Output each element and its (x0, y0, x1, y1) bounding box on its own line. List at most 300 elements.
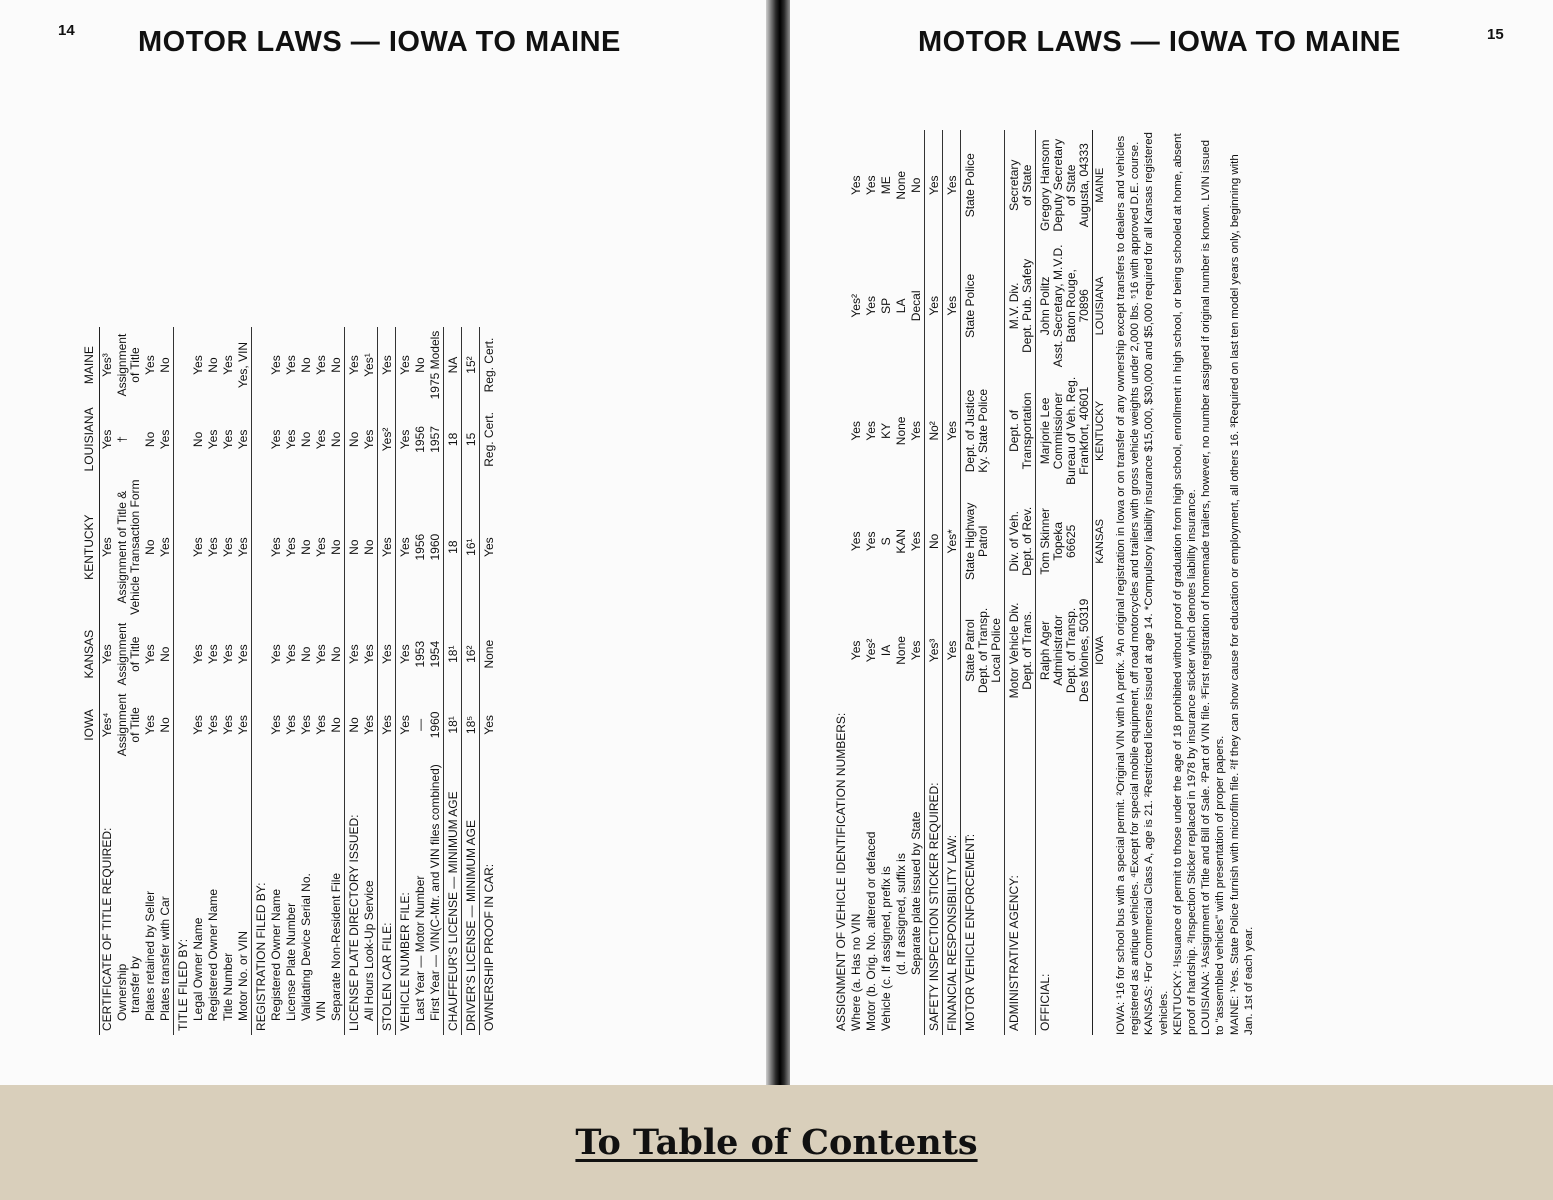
row-label (428, 760, 444, 1035)
table-cell (252, 619, 270, 690)
table-cell (329, 327, 345, 404)
column-header-state: MAINE (82, 327, 100, 404)
cell-line: None (482, 639, 496, 669)
table-cell (894, 371, 909, 490)
table-cell (943, 371, 961, 490)
table-cell (879, 240, 894, 371)
table-row (834, 130, 849, 1035)
table-row (236, 327, 252, 1035)
table-cell (1036, 371, 1093, 490)
right-page (790, 0, 1553, 1085)
cell-line: No (206, 357, 220, 373)
running-head-right: MOTOR LAWS — IOWA TO MAINE (918, 26, 1401, 58)
table-cell (143, 475, 158, 618)
cell-line: Yes (945, 296, 959, 316)
column-footer-state: KANSAS (1093, 491, 1109, 593)
cell-line: Yes (347, 644, 361, 664)
table-cell (943, 491, 961, 593)
cell-line: None (894, 636, 908, 665)
cell-line: No (909, 177, 923, 193)
table-cell (834, 491, 849, 593)
cell-line: Yes (398, 355, 412, 375)
cell-line: 1975 Models (428, 330, 442, 400)
table-cell (299, 475, 314, 618)
table-cell (444, 403, 462, 475)
row-label-line: CHAUFFEUR'S LICENSE — MINIMUM AGE (446, 791, 460, 1031)
table-cell (191, 475, 206, 618)
cell-line: Yes (398, 429, 412, 450)
cell-line: Dept. Pub. Safety (1020, 258, 1034, 353)
row-label-line: Last Year — Motor Number (413, 875, 427, 1021)
row-label (396, 760, 414, 1035)
table-cell (428, 327, 444, 404)
cell-line: Yes (221, 355, 235, 375)
cell-line: Motor Vehicle Div. (1007, 602, 1021, 699)
cell-line: Bureau of Veh. Reg. (1064, 376, 1078, 485)
row-label (879, 709, 894, 1035)
cell-line: 16¹ (464, 538, 478, 556)
cell-line: 18⁵ (464, 715, 478, 735)
cell-line: Dept. of Transp. (976, 607, 990, 694)
footnotes (1114, 130, 1256, 1035)
table-cell (206, 475, 221, 618)
cell-line: Yes (284, 355, 298, 375)
table-row (462, 327, 480, 1035)
cell-line: of Title (128, 347, 142, 383)
cell-line: 1960 (428, 533, 442, 561)
cell-line: Yes, VIN (236, 341, 250, 389)
table-cell (1036, 491, 1093, 593)
row-label (158, 760, 174, 1035)
table-cell (378, 619, 396, 690)
row-label (236, 760, 252, 1035)
cell-line: Yes (299, 715, 313, 735)
cell-line: Yes (909, 640, 923, 661)
cell-line: 18¹ (446, 645, 460, 663)
cell-line: Yes (398, 715, 412, 735)
cell-line: Transportation (1020, 392, 1034, 470)
table-cell (252, 690, 270, 761)
table-cell (428, 475, 444, 618)
table-cell (849, 371, 864, 490)
table-cell (345, 327, 363, 404)
table-cell (345, 619, 363, 690)
table-cell (299, 690, 314, 761)
table-cell (1036, 130, 1093, 240)
table-cell (864, 130, 879, 240)
cell-line: 66625 (1064, 524, 1078, 559)
cell-line: Yes* (945, 529, 959, 554)
table-cell (378, 327, 396, 404)
cell-line: — (413, 718, 427, 731)
table-row (378, 327, 396, 1035)
cell-line: Yes (864, 421, 878, 441)
cell-line: Marjorie Lee (1038, 397, 1052, 465)
table-cell (396, 403, 414, 475)
table-cell (284, 327, 299, 404)
cell-line: NA (446, 356, 460, 374)
table-row (299, 327, 314, 1035)
table-row (191, 327, 206, 1035)
running-head-left: MOTOR LAWS — IOWA TO MAINE (138, 26, 621, 58)
table-cell (236, 690, 252, 761)
cell-line: Yes (221, 537, 235, 557)
cell-line: Yes (380, 644, 394, 664)
table-row (879, 130, 894, 1035)
right-content-rotated (834, 130, 1256, 1035)
cell-line: No (413, 357, 427, 373)
row-label (174, 760, 192, 1035)
cell-line: Dept. of Trans. (1020, 611, 1034, 690)
table-cell (943, 592, 961, 709)
column-header-state: KENTUCKY (82, 475, 100, 618)
cell-line: Yes (236, 715, 250, 735)
cell-line: Tom Skinner (1038, 507, 1052, 575)
table-cell (191, 327, 206, 404)
table-cell (1036, 240, 1093, 371)
cell-line: Yes (143, 644, 157, 664)
cell-line: Gregory Hansom (1038, 139, 1052, 231)
table-cell (879, 371, 894, 490)
table-row (864, 130, 879, 1035)
cell-line: Yes (482, 715, 496, 735)
cell-line: Yes (362, 644, 376, 664)
table-row (143, 327, 158, 1035)
table-cell (158, 403, 174, 475)
cell-line: of State (1064, 164, 1078, 206)
cell-line: No (299, 646, 313, 662)
table-row (221, 327, 236, 1035)
cell-line: Yes (236, 537, 250, 557)
table-cell (221, 475, 236, 618)
table-cell (961, 592, 1005, 709)
row-label-line: OFFICIAL: (1038, 973, 1052, 1031)
left-table-rotated (82, 327, 497, 1035)
cell-line: Baton Rouge, (1064, 269, 1078, 343)
cell-line: Secretary (1007, 159, 1021, 211)
table-cell (480, 690, 498, 761)
table-cell (329, 619, 345, 690)
row-label-line: Ownership (115, 963, 129, 1021)
table-row (444, 327, 462, 1035)
cell-line: 1957 (428, 426, 442, 453)
table-of-contents-link[interactable]: To Table of Contents (575, 1122, 978, 1163)
table-cell (314, 690, 329, 761)
cell-line: Yes (314, 429, 328, 450)
table-cell (314, 619, 329, 690)
table-cell (1005, 130, 1036, 240)
table-cell (362, 690, 378, 761)
table-cell (961, 240, 1005, 371)
table-row (345, 327, 363, 1035)
table-cell (269, 403, 284, 475)
cell-line: S (879, 537, 893, 546)
cell-line: Assignment (115, 622, 129, 686)
cell-line: Yes (849, 175, 863, 196)
table-row (480, 327, 498, 1035)
cell-line: Assignment of Title & (115, 490, 129, 604)
table-cell (909, 130, 925, 240)
cell-line: Yes (269, 644, 283, 664)
cell-line: 70896 (1077, 289, 1091, 323)
table-row (1005, 130, 1036, 1035)
table-row (329, 327, 345, 1035)
cell-line: No (329, 431, 343, 448)
cell-line: No² (927, 421, 941, 441)
row-label-line: VIN (314, 1000, 328, 1021)
table-cell (236, 475, 252, 618)
table-cell (462, 475, 480, 618)
table-cell (925, 371, 943, 490)
row-label (252, 760, 270, 1035)
cell-line: No (143, 539, 157, 555)
table-cell (480, 475, 498, 618)
table-row (100, 327, 116, 1035)
footnote-paragraph: KENTUCKY: ¹Issuance of permit to those under the age of 18 prohibited without proof of graduation from high school, enrollment in high school, or being schooled at home, absent proof of hardship. ²Inspection Sticker replaced in 1978 by insurance sticker which denotes liability insurance. (1171, 133, 1199, 1035)
cell-line: Yes (191, 715, 205, 735)
table-cell (174, 690, 192, 761)
cell-line: 15² (464, 356, 478, 374)
table-cell (143, 327, 158, 404)
table-row (894, 130, 909, 1035)
table-cell (879, 130, 894, 240)
cell-line: Yes (362, 429, 376, 450)
cell-line: 15 (464, 432, 478, 447)
table-cell (206, 327, 221, 404)
table-cell (206, 619, 221, 690)
row-label (834, 709, 849, 1035)
table-row (428, 327, 444, 1035)
table-row (396, 327, 414, 1035)
table-cell (100, 619, 116, 690)
cell-line: No (329, 357, 343, 373)
column-footer-state: KENTUCKY (1093, 371, 1109, 490)
cell-line: Yes (398, 644, 412, 664)
cell-line: SP (879, 297, 893, 314)
cell-line: Yes (143, 715, 157, 735)
footnote-paragraph: MAINE: ¹Yes. State Police furnish with microfilm file. ²If they can show cause for education or employment, all others 16. ³Required on last ten model years only, beginning with Jan. 1st of each year. (1228, 154, 1255, 1035)
table-cell (413, 403, 428, 475)
cell-line: Yes (100, 644, 114, 664)
table-cell (849, 130, 864, 240)
table-row (849, 130, 864, 1035)
row-label-line: First Year — VIN(C-Mtr. and VIN files combined) (428, 764, 442, 1021)
cell-line: Yes (849, 640, 863, 661)
cell-line: Ky. State Police (976, 388, 990, 473)
cell-line: Dept. of Transp. (1064, 607, 1078, 694)
column-footer-state: IOWA (1093, 592, 1109, 709)
cell-line: † (115, 436, 129, 443)
column-footer-state: LOUISIANA (1093, 240, 1109, 371)
table-cell (849, 491, 864, 593)
row-label-line: OWNERSHIP PROOF IN CAR: (482, 863, 496, 1031)
row-label (143, 760, 158, 1035)
cell-line: No (299, 357, 313, 373)
cell-line: Yes (927, 175, 941, 196)
row-label-line: Vehicle (c. If assigned, prefix is (879, 866, 893, 1031)
table-cell (191, 690, 206, 761)
cell-line: Asst. Secretary, M.V.D. (1051, 244, 1065, 368)
row-label (284, 760, 299, 1035)
cell-line: Yes (206, 429, 220, 450)
cell-line: Yes (221, 715, 235, 735)
row-label (444, 760, 462, 1035)
table-cell (345, 475, 363, 618)
cell-line: Yes (347, 355, 361, 375)
table-row (206, 327, 221, 1035)
table-cell (221, 403, 236, 475)
table-cell (299, 619, 314, 690)
table-cell (849, 592, 864, 709)
cell-line: Yes (221, 429, 235, 450)
cell-line: Yes (191, 355, 205, 375)
cell-line: 16² (464, 645, 478, 663)
table-row (909, 130, 925, 1035)
row-label (961, 709, 1005, 1035)
table-cell (378, 690, 396, 761)
cell-line: State Police (963, 153, 977, 218)
table-cell (252, 475, 270, 618)
cell-line: Assignment (115, 333, 129, 397)
row-label-line: Registered Owner Name (206, 888, 220, 1021)
cell-line: No (158, 646, 172, 662)
cell-line: No (347, 539, 361, 555)
table-cell (174, 403, 192, 475)
table-cell (252, 327, 270, 404)
table-cell (864, 491, 879, 593)
table-cell (269, 475, 284, 618)
cell-line: Yes (236, 644, 250, 664)
row-label-line: DRIVER'S LICENSE — MINIMUM AGE (464, 820, 478, 1031)
table-cell (943, 130, 961, 240)
cell-line: State Patrol (963, 619, 977, 682)
cell-line: Yes (380, 715, 394, 735)
cell-line: Dept. of (1007, 409, 1021, 452)
table-cell (299, 327, 314, 404)
row-label (909, 709, 925, 1035)
cell-line: Commissioner (1051, 392, 1065, 470)
table-cell (428, 403, 444, 475)
table-cell (961, 130, 1005, 240)
cell-line: Yes (864, 531, 878, 552)
cell-line: Yes (849, 421, 863, 441)
table-cell (894, 592, 909, 709)
cell-line: Yes⁴ (100, 712, 114, 738)
table-cell (413, 619, 428, 690)
cell-line: Augusta, 04333 (1077, 143, 1091, 228)
table-cell (329, 475, 345, 618)
cell-line: Yes (269, 429, 283, 450)
column-header-state: LOUISIANA (82, 403, 100, 475)
row-label (894, 709, 909, 1035)
table-cell (413, 690, 428, 761)
cell-line: None (894, 416, 908, 446)
table-row (284, 327, 299, 1035)
cell-line: 1956 (413, 533, 427, 561)
row-label (480, 760, 498, 1035)
table-cell (396, 475, 414, 618)
table-cell (143, 690, 158, 761)
table-row (961, 130, 1005, 1035)
table-cell (834, 130, 849, 240)
table-cell (100, 327, 116, 404)
row-label (943, 709, 961, 1035)
row-label (100, 760, 116, 1035)
table-cell (428, 690, 444, 761)
table-cell (396, 690, 414, 761)
cell-line: Yes (284, 537, 298, 557)
table-cell (943, 240, 961, 371)
cell-line: Yes² (864, 638, 878, 663)
cell-line: Yes (482, 537, 496, 557)
row-label-line: Validating Device Serial No. (299, 873, 313, 1021)
table-cell (444, 690, 462, 761)
row-label (378, 760, 396, 1035)
cell-line: Yes (314, 644, 328, 664)
table-cell (115, 690, 143, 761)
footnote-paragraph: IOWA: ¹16 for school bus with a special permit. ²Original VIN with IA prefix. ³An original registration in Iowa or on transfer of any ownership except transfers to dealers and vehicles registered as antique vehicles. ⁴Except for special mobile equipment, off road motorcycles and trailers with gross vehicle weights under 2,000 lbs. ⁵16 with approved D.E. course. (1115, 135, 1142, 1035)
row-label-line: Registered Owner Name (269, 888, 283, 1021)
table-cell (191, 619, 206, 690)
row-label (925, 709, 943, 1035)
row-label-line: Separate plate issued by State (909, 811, 923, 975)
table-cell (236, 619, 252, 690)
cell-line: No (191, 431, 205, 448)
table-cell (314, 327, 329, 404)
cell-line: Yes (909, 421, 923, 441)
cell-line: Yes (269, 537, 283, 557)
table-cell (413, 475, 428, 618)
cell-line: Yes (221, 644, 235, 664)
table-cell (362, 403, 378, 475)
cell-line: Administrator (1051, 615, 1065, 686)
row-label-line: Separate Non-Resident File (329, 872, 343, 1021)
cell-line: No (329, 717, 343, 733)
table-cell (462, 690, 480, 761)
cell-line: 1954 (428, 640, 442, 668)
row-label (1005, 709, 1036, 1035)
row-label (462, 760, 480, 1035)
cell-line: Yes (284, 715, 298, 735)
column-header-state: KANSAS (82, 619, 100, 690)
page-number-left: 14 (58, 22, 75, 39)
table-cell (362, 475, 378, 618)
row-label-line: LICENSE PLATE DIRECTORY ISSUED: (347, 814, 361, 1031)
cell-line: Yes (380, 355, 394, 375)
cell-line: Local Police (989, 618, 1003, 683)
footnote-paragraph: KANSAS: ¹For Commercial Class A, age is 21. ²Restricted license issued at age 14. *Compulsory liability insurance $15,000, $30,000 and $5,000 required for all Kansas registered vehicles. (1143, 132, 1170, 1035)
cell-line: Yes³ (927, 638, 941, 663)
cell-line: Yes (269, 715, 283, 735)
table-row (413, 327, 428, 1035)
page-number-right: 15 (1487, 26, 1504, 43)
table-cell (462, 619, 480, 690)
cell-line: Yes (380, 537, 394, 557)
table-cell (879, 491, 894, 593)
cell-line: Yes (206, 644, 220, 664)
row-label (191, 760, 206, 1035)
cell-line: Dept. of Justice (963, 389, 977, 473)
cell-line: Yes² (380, 427, 394, 452)
cell-line: 18 (446, 432, 460, 447)
row-label-line: Motor No. or VIN (236, 930, 250, 1021)
cell-line: Div. of Veh. (1007, 511, 1021, 572)
cell-line: 1956 (413, 426, 427, 453)
cell-line: Yes (314, 355, 328, 375)
table-row (943, 130, 961, 1035)
row-label-line: Plates retained by Seller (143, 890, 157, 1021)
table-cell (100, 690, 116, 761)
